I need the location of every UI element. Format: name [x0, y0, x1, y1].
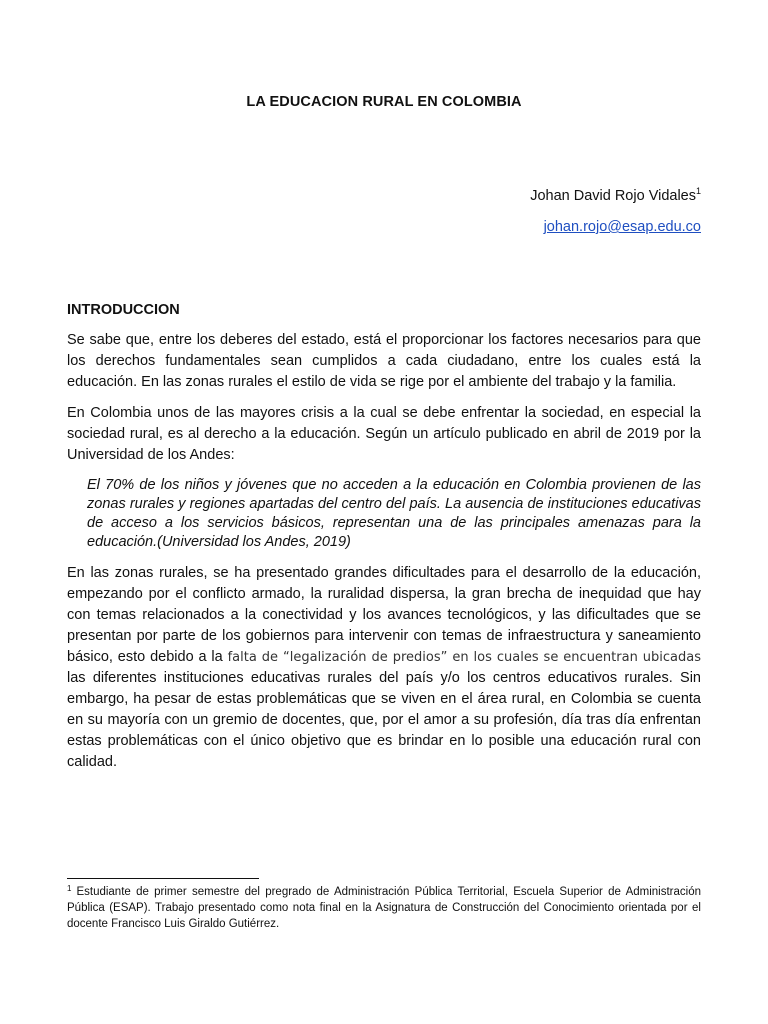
paragraph-3-alt-font-span: falta de “legalización de predios” en los cuales se encuentran ubicadas — [227, 650, 701, 665]
author-name-line — [530, 181, 701, 212]
block-quote: El 70% de los niños y jóvenes que no acceden a la educación en Colombia provienen de las zonas rurales y regiones apartadas del centro del país. La ausencia de instituciones educativas de acceso a los servicios básicos, representan una de las principales amenazas para la educación.(Universidad los Andes, 2019) — [87, 477, 701, 550]
paragraph-2: En Colombia unos de las mayores crisis a la cual se debe enfrentar la sociedad, en especial la sociedad rural, es al derecho a la educación. Según un artículo publicado en abril de 2019 por la Universidad de los Andes: — [67, 405, 701, 463]
footnote-separator — [67, 878, 259, 879]
author-name: Johan David Rojo Vidales — [530, 188, 696, 204]
paragraph-1: Se sabe que, entre los deberes del estado, está el proporcionar los factores necesarios para que los derechos fundamentales sean cumplidos a cada ciudadano, entre los cuales está la educación. En las zonas rurales el estilo de vida se rige por el ambiente del trabajo y la familia. — [67, 332, 701, 390]
author-footnote-marker[interactable]: 1 — [695, 186, 701, 196]
section-heading: INTRODUCCION — [67, 302, 180, 318]
document-body — [67, 300, 701, 783]
document-title: LA EDUCACION RURAL EN COLOMBIA — [246, 94, 522, 110]
footnote-marker: 1 — [67, 884, 72, 893]
author-email-link[interactable]: johan.rojo@esap.edu.co — [543, 219, 701, 235]
footnote-text: Estudiante de primer semestre del pregrado de Administración Pública Territorial, Escuela Superior de Administración Pública (ESAP). Trabajo presentado como nota final en la Asignatura de Construcción del Conocimiento orientada por el docente Francisco Luis Giraldo Gutiérrez. — [67, 886, 701, 930]
paragraph-3-end: las diferentes instituciones educativas rurales del país y/o los centros educativos rurales. Sin embargo, ha pesar de estas problemáticas que se viven en el área rural, en Colombia se cuenta en su mayoría con un gremio de docentes, que, por el amor a su profesión, día tras día enfrentan estas problemáticas con el único objetivo que es brindar en lo posible una educación rural con calidad. — [67, 670, 701, 770]
footnote — [67, 884, 701, 932]
paragraph-3 — [67, 563, 701, 773]
author-block — [530, 181, 701, 243]
paragraph-3-start: En las zonas rurales, se ha presentado grandes dificultades para el desarrollo de la educación, empezando por el conflicto armado, la ruralidad dispersa, la gran brecha de inequidad que hay con temas relacionados a la conectividad y los avances tecnológicos, y las dificultades que se presentan por parte de los gobiernos para intervenir con temas de infraestructura y saneamiento básico, esto debido a la — [67, 565, 701, 665]
